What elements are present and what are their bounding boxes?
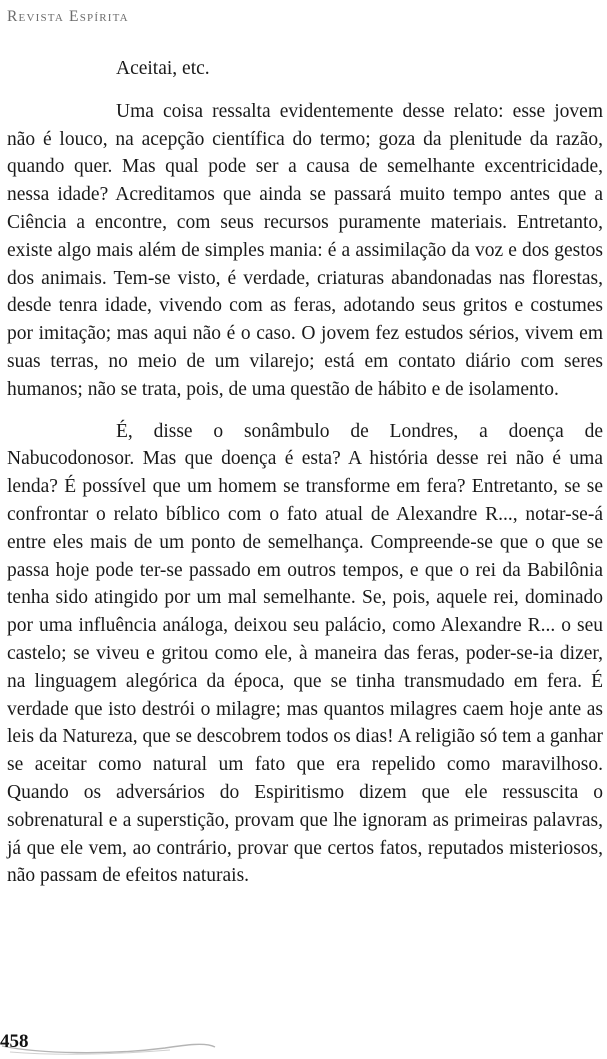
paragraph-1: Uma coisa ressalta evidentemente desse relato: esse jovem não é louco, na acepção científica do termo; goza da plenitude da razão, quando quer. Mas qual pode ser a causa de semelhante excentricidade, nessa idade? Acreditamos que ainda se passará muito tempo antes que a Ciência a encontre, com seus recursos puramente materiais. Entretanto, existe algo mais além de simples mania: é a assimilação da voz e dos gestos dos animais. Tem-se visto, é verdade, criaturas abandonadas nas florestas, desde tenra idade, vivendo com as feras, adotando seus gritos e costumes por imitação; mas aqui não é o caso. O jovem fez estudos sérios, vivem em suas terras, no meio de um vilarejo; está em contato diário com seres humanos; não se trata, pois, de uma questão de hábito e de isolamento. [7, 100, 603, 400]
page-number: 458 [0, 1031, 29, 1052]
paragraph-2: É, disse o sonâmbulo de Londres, a doença de Nabucodonosor. Mas que doença é esta? A história desse rei não é uma lenda? É possível que um homem se transforme em fera? Entretanto, se se confrontar o relato bíblico com o fato atual de Alexandre R..., notar-se-á entre eles mais de um ponto de semelhança. Compreende-se que o que se passa hoje pode ter-se passado em outros tempos, e que o rei da Babilônia tenha sido atingido por um mal semelhante. Se, pois, aquele rei, dominado por uma influência análoga, deixou seu palácio, como Alexandre R... o seu castelo; se viveu e gritou como ele, à maneira das feras, poder-se-ia dizer, na linguagem alegórica da época, que se tinha transmudado em fera. É verdade que isto destrói o milagre; mas quantos milagres caem hoje ante as leis da Natureza, que se descobrem todos os dias! A religião só tem a ganhar se aceitar como natural um fato que era repelido como maravilhoso. Quando os adversários do Espiritismo dizem que ele ressuscita o sobrenatural e a superstição, provam que lhe ignoram as primeiras palavras, já que ele vem, ao contrário, provar que certos fatos, reputados misteriosos, não passam de efeitos naturais. [7, 420, 603, 887]
running-head-title: Revista Espírita [7, 8, 129, 25]
footer-swoosh-ornament [0, 1032, 220, 1056]
salutation-line: Aceitai, etc. [116, 58, 210, 79]
article-body [7, 55, 603, 904]
